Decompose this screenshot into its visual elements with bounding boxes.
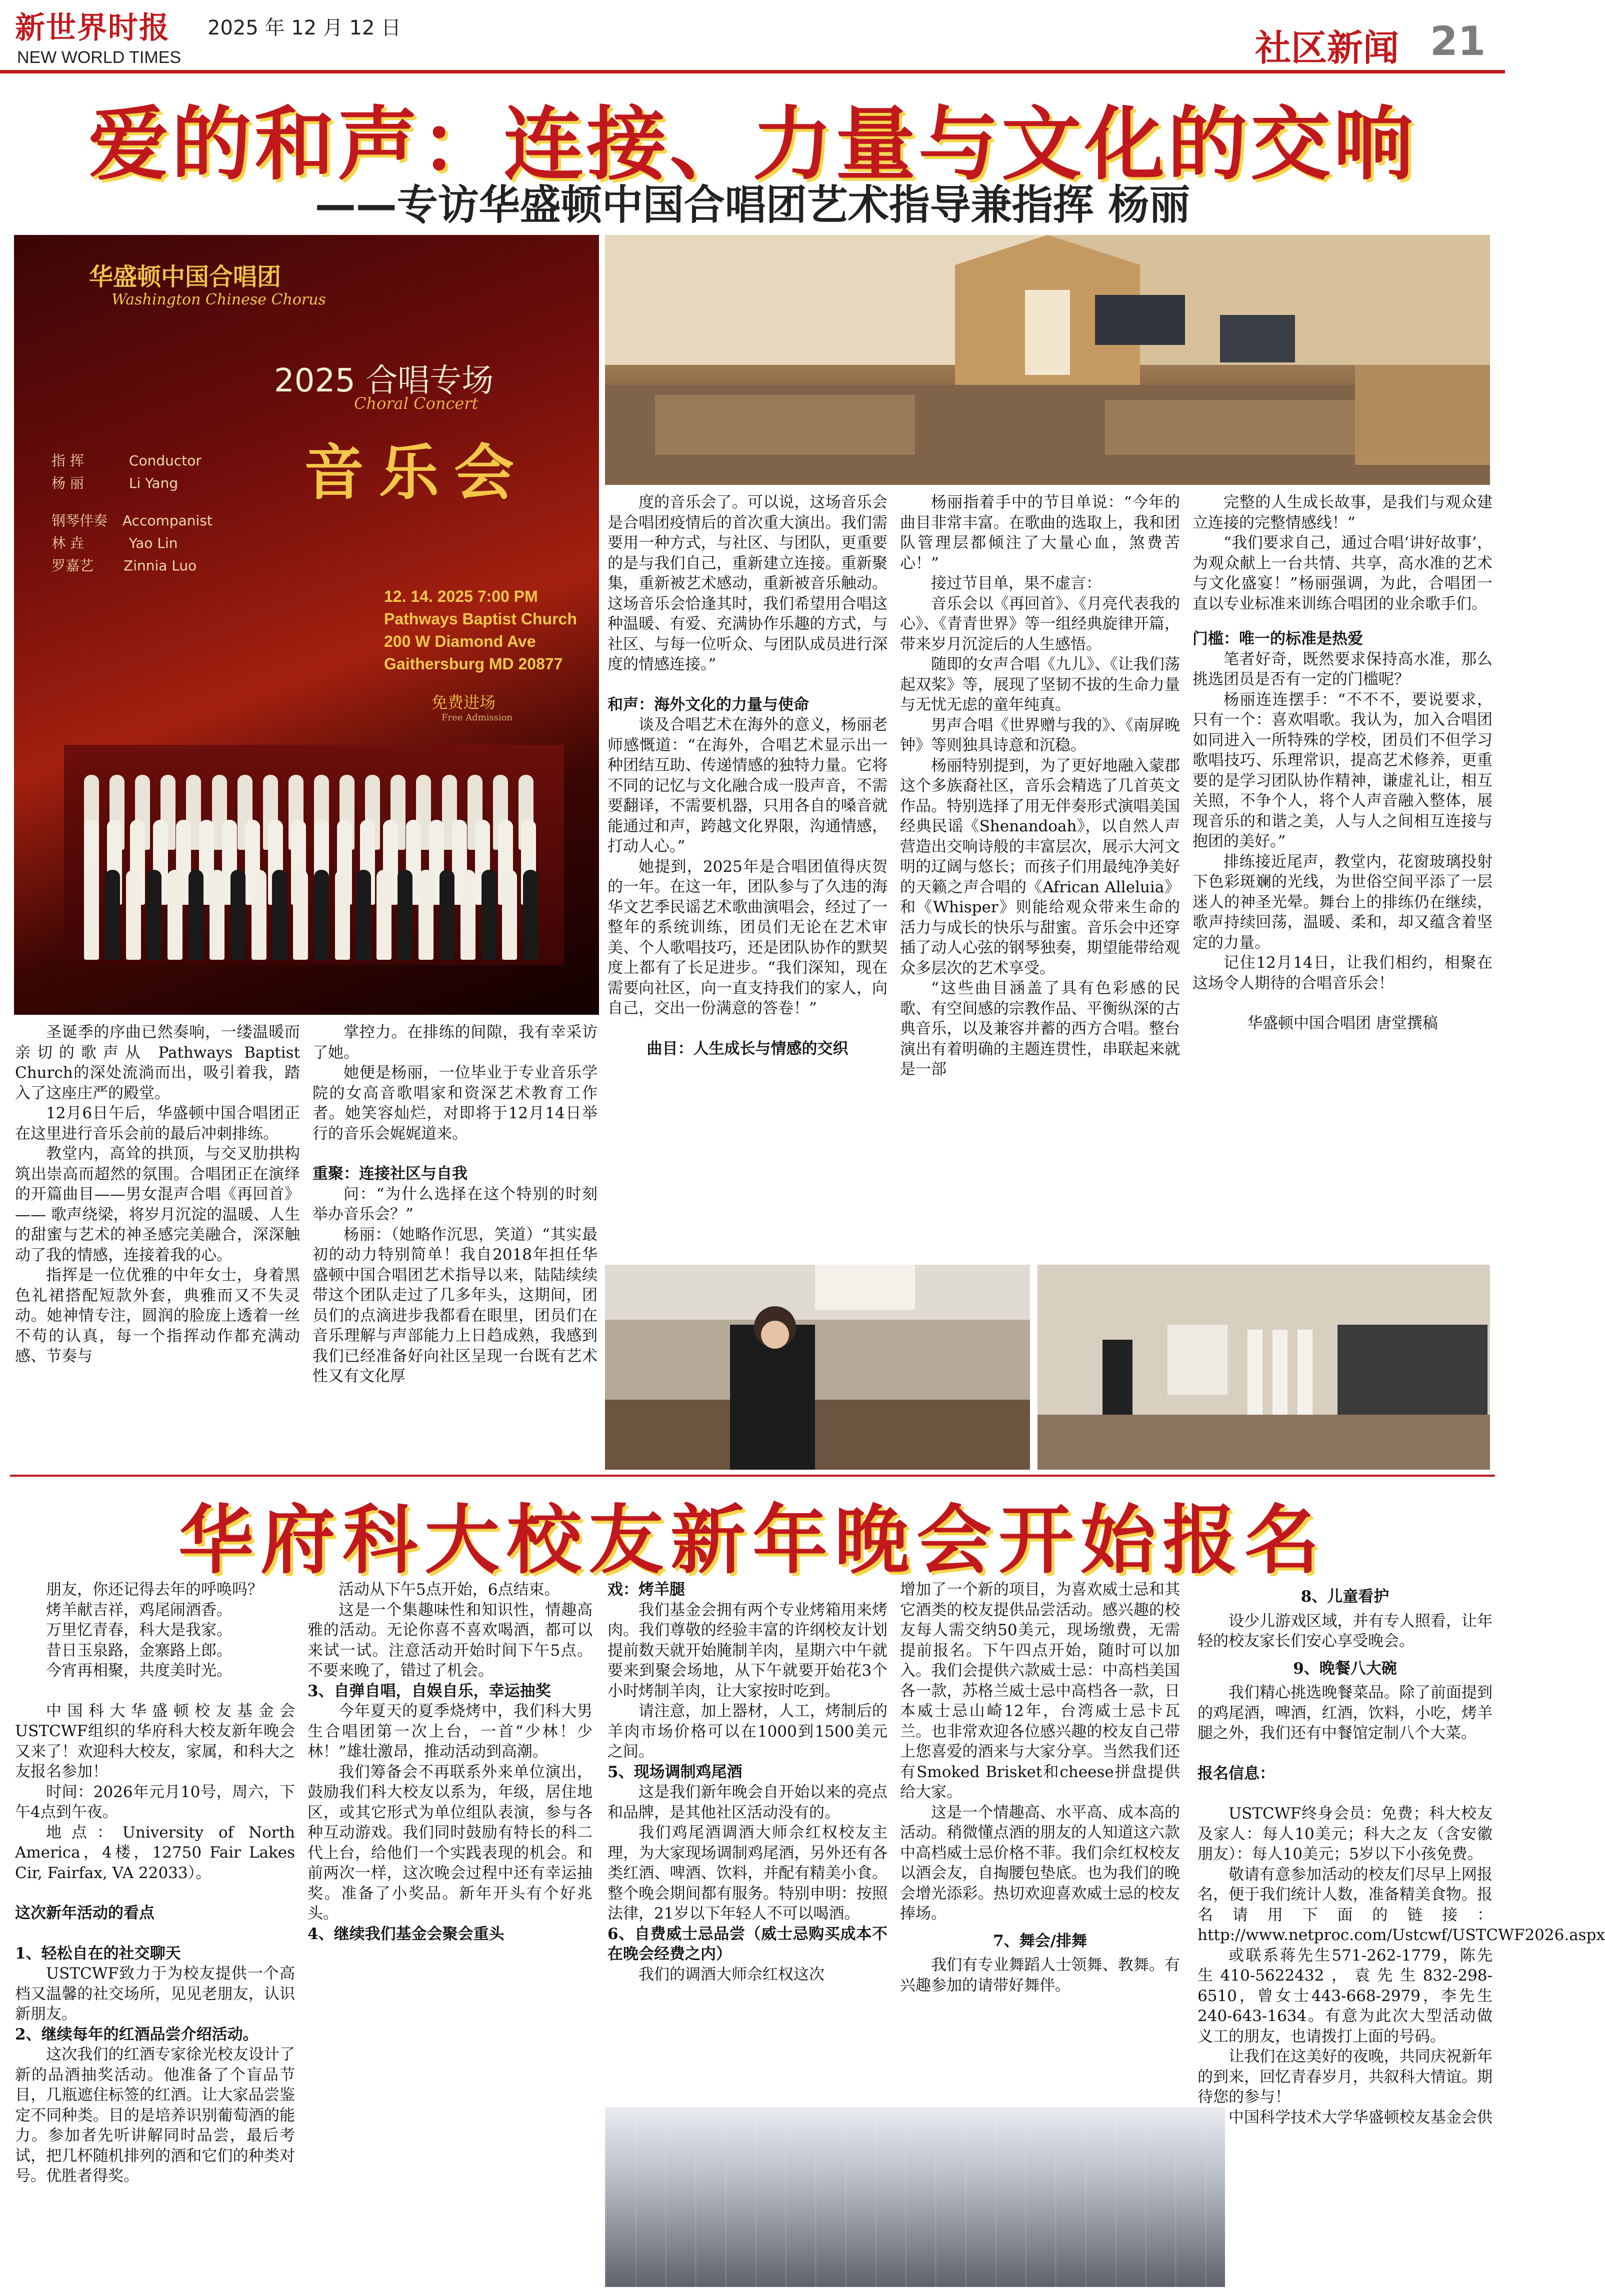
paragraph: 杨丽：（她略作沉思，笑道）“其实最初的动力特别简单！我自2018年担任华盛顿中国合唱团艺术指导以来，陆陆续续带这个团队走过了几多年头，这期间，团员们的点滴进步我都看在眼里，团员们在音乐理解与声部能力上日趋成熟，我感到我们已经准备好向社区呈现一台既有艺术性又有文化厚 — [312, 1225, 598, 1385]
masthead-brand: 新世界时报 — [15, 10, 170, 45]
paragraph: 她便是杨丽，一位毕业于专业音乐学院的女高音歌唱家和资深艺术教育工作者。她笑容灿烂，对即将于12月14日举行的音乐会娓娓道来。 — [312, 1064, 598, 1143]
article2-column-4 — [900, 1580, 1180, 1996]
paragraph: 时间：2026年元月10号，周六，下午4点到午夜。 — [15, 1783, 295, 1821]
poster-credit: 杨 丽 Li Yang — [52, 475, 178, 491]
article2-column-1 — [15, 1580, 295, 2187]
choir-rehearsal-photo — [1038, 1265, 1490, 1470]
header-rule — [0, 70, 1505, 73]
poster-credit: 罗嘉艺 Zinnia Luo — [52, 557, 197, 574]
paragraph: 我们有专业舞蹈人士领舞、教舞。有兴趣参加的请带好舞伴。 — [900, 1956, 1180, 1995]
article2-column-5 — [1198, 1580, 1605, 2148]
choir-rehearsal-illustration — [1038, 1265, 1490, 1470]
paragraph: 我们鸡尾酒调酒大师佘红权校友主理，为大家现场调制鸡尾酒，另外还有各类红酒、啤酒、饮料，并配有精美小食。整个晚会期间都有服务。特别申明：按照法律，21岁以下年轻人不可以喝酒。 — [608, 1824, 888, 1923]
paragraph: “这些曲目涵盖了具有色彩感的民歌、有空间感的宗教作品、平衡纵深的古典音乐，以及兼容并蓄的西方合唱。整台演出有着明确的主题连贯性，串联起来就是一部 — [900, 979, 1180, 1078]
choir-singer — [418, 870, 434, 960]
subheading: 5、现场调制鸡尾酒 — [608, 1763, 742, 1781]
poster-big-title: 音乐会 — [304, 438, 529, 508]
subheading: 1、轻松自在的社交聊天 — [15, 1944, 181, 1963]
paragraph: 指挥是一位优雅的中年女士，身着黑色礼裙搭配短款外套，典雅而又不失灵动。她神情专注，圆润的脸庞上透着一丝不苟的认真，每一个指挥动作都充满动感、节奏与 — [15, 1266, 300, 1365]
paragraph: 这是一个情趣高、水平高、成本高的活动。稍微懂点酒的朋友的人知道这六款中高档威士忌价格不菲。我们佘红权校友以酒会友，自掏腰包垫底。也为我们的晚会增光添彩。热切欢迎喜欢威士忌的校友捧场。 — [900, 1803, 1180, 1923]
paragraph: 地点：University of North America，4楼，12750 Fair Lakes Cir, Fairfax, VA 22033）。 — [15, 1823, 295, 1882]
paragraph: 记住12月14日，让我们相约，相聚在这场令人期待的合唱音乐会！ — [1192, 954, 1492, 992]
subheading: 7、舞会/排舞 — [993, 1932, 1087, 1950]
conductor-photo — [605, 1265, 1030, 1470]
article1-column-2 — [312, 1022, 598, 1387]
article1-subheadline: ——专访华盛顿中国合唱团艺术指导兼指挥 杨丽 — [314, 181, 1190, 229]
poster-credit: 钢琴伴奏 Accompanist — [52, 512, 212, 529]
subheading: 2、继续每年的红酒品尝介绍活动。 — [15, 2025, 258, 2044]
conductor-illustration — [605, 1265, 1030, 1470]
article1-subheading: 和声：海外文化的力量与使命 — [608, 695, 809, 714]
choir-singer — [126, 870, 141, 960]
choir-group-photo — [64, 745, 564, 965]
article1-headline: 爱的和声：连接、力量与文化的交响 — [88, 97, 1416, 191]
article2-column-2 — [308, 1580, 592, 1944]
paragraph: 我们基金会拥有两个专业烤箱用来烤肉。我们尊敬的经验丰富的许纲校友计划提前数天就开始腌制羊肉，星期六中午就要来到聚会场地，从下午就要开始花3个小时烤制羊肉，让大家按时吃到。 — [608, 1601, 888, 1700]
choir-singer — [523, 870, 538, 960]
section-separator — [10, 1475, 1495, 1477]
subheading: 戏：烤羊腿 — [608, 1581, 685, 1599]
choir-singer — [314, 870, 329, 960]
choir-singer — [168, 870, 182, 960]
church-illustration — [605, 235, 1490, 485]
subheading: 6、自费威士忌品尝（威士忌购买成本不在晚会经费之内） — [608, 1925, 888, 1963]
paragraph: 我们筹备会不再联系外来单位演出，鼓励我们科大校友以系为，年级，居住地区，或其它形式为单位组队表演，参与各种互动游戏。我们同时鼓励有特长的科二代上台，给他们一个实践表现的机会。和前两次一样，这次晚会过程中还有幸运抽奖。准备了小奖品。新年开头有个好兆头。 — [308, 1763, 592, 1923]
section-name: 社区新闻 — [1255, 27, 1400, 69]
article1-column-1 — [15, 1022, 300, 1367]
article1-signature: 华盛顿中国合唱团 唐堂撰稿 — [1247, 1014, 1438, 1032]
paragraph: 让我们在这美好的夜晚，共同庆祝新年的到来，回忆青春岁月，共叙科大情谊。期待您的参与！ — [1198, 2048, 1492, 2106]
subheading: 9、晚餐八大碗 — [1293, 1659, 1397, 1678]
paragraph: 或联系蒋先生571-262-1779，陈先生410-5622432，袁先生832-298-6510，曾女士443-668-2979，李先生240-643-1634。有意为此次大型活动做义工的朋友，也请拨打上面的号码。 — [1198, 1946, 1492, 2046]
paragraph: 随即的女声合唱《九儿》、《让我们荡起双桨》等，展现了坚韧不拔的生命力量与无忧无虑的童年纯真。 — [900, 655, 1180, 714]
poster-venue-line: 12. 14. 2025 7:00 PM — [384, 587, 538, 605]
article2-headline: 华府科大校友新年晚会开始报名 — [178, 1497, 1326, 1584]
paragraph: USTCWF终身会员：免费；科大校友及家人：每人10美元；科大之友（含安徽朋友）：每人10美元；5岁以下小孩免费。 — [1198, 1805, 1492, 1863]
choir-singer — [230, 870, 246, 960]
choir-singer — [252, 870, 266, 960]
paragraph: 杨丽连连摆手：“不不不，要说要求，只有一个：喜欢唱歌。我认为，加入合唱团如同进入一所特殊的学校，团员们不但学习歌唱技巧、乐理常识，提高艺术修养，更重要的是学习团队协作精神，谦虚礼让，相互关照，不争个人，将个人声音融入整体，展现音乐的和谐之美，人与人之间相互连接与抱团的美好。” — [1192, 690, 1492, 850]
paragraph: 接过节目单，果不虚言： — [931, 574, 1102, 592]
concert-poster-image — [14, 235, 599, 1015]
article1-column-4 — [900, 492, 1180, 1080]
paragraph: 完整的人生成长故事，是我们与观众建立连接的完整情感线！” — [1192, 493, 1492, 532]
choir-singer — [398, 870, 412, 960]
poster-org-cn: 华盛顿中国合唱团 — [89, 263, 282, 291]
paragraph: 排练接近尾声，教堂内，花窗玻璃投射下色彩斑斓的光线，为世俗空间平添了一层迷人的神圣光晕。舞台上的排练仍在继续，歌声持续回荡，温暖、柔和，却又蕴含着坚定的力量。 — [1192, 852, 1492, 952]
spacer — [1198, 1744, 1492, 1764]
church-interior-photo — [605, 235, 1490, 485]
spacer — [15, 1681, 295, 1701]
paragraph: 朋友，你还记得去年的呼唤吗？ — [46, 1581, 263, 1599]
subheading: 3、自弹自唱，自娱自乐，幸运抽奖 — [308, 1682, 551, 1700]
masthead-brand-en: NEW WORLD TIMES — [17, 48, 182, 67]
choir-singer — [84, 870, 99, 960]
subheading: 4、继续我们基金会聚会重头 — [308, 1925, 504, 1943]
poster-year-title: 2025 合唱专场 — [274, 362, 494, 399]
choir-singer — [460, 870, 476, 960]
paragraph: 中国科大华盛顿校友基金会USTCWF组织的华府科大校友新年晚会又来了！欢迎科大校友，家属，和科大之友报名参加！ — [15, 1702, 295, 1781]
paragraph: 问：“为什么选择在这个特别的时刻举办音乐会？” — [312, 1185, 598, 1223]
spacer — [15, 1883, 295, 1903]
subheading: 8、儿童看护 — [1300, 1588, 1390, 1606]
issue-date: 2025 年 12 月 12 日 — [208, 16, 402, 39]
spacer — [1198, 1784, 1492, 1804]
choir-singer — [356, 870, 371, 960]
paragraph: 中国科学技术大学华盛顿校友基金会供 — [1228, 2108, 1492, 2127]
choir-singer — [376, 870, 392, 960]
paragraph: 这是一个集趣味性和知识性，情趣高雅的活动。无论你喜不喜欢喝酒，都可以来试一试。注意活动开始时间下午5点。不要来晚了，错过了机会。 — [308, 1601, 592, 1680]
choir-singer — [440, 870, 454, 960]
paragraph: 这次我们的红酒专家徐光校友设计了新的品酒抽奖活动。他准备了个盲品节目，几瓶遮住标签的红酒。让大家品尝鉴定不同种类。目的是培养识别葡萄酒的能力。参加者先听讲解同时品尝，最后考试，把几杯随机排列的酒和它们的种类对号。优胜者得奖。 — [15, 2046, 295, 2185]
paragraph: 教堂内，高耸的拱顶，与交叉肋拱构筑出崇高而超然的氛围。合唱团正在演绎的开篇曲目——男女混声合唱《再回首》—— 歌声绕梁，将岁月沉淀的温暖、人生的甜蜜与艺术的神圣感完美融合，深深触动了我的情感，连接着我的心。 — [15, 1145, 300, 1264]
paragraph: 圣诞季的序曲已然奏响，一缕温暖而亲切的歌声从 Pathways Baptist Church的深处流淌而出，吸引着我，踏入了这座庄严的殿堂。 — [15, 1023, 300, 1102]
choir-singer — [272, 870, 287, 960]
subheading: 这次新年活动的看点 — [15, 1904, 154, 1922]
paragraph: 她提到，2025年是合唱团值得庆贺的一年。在这一年，团队参与了久违的海华文艺季民谣艺术歌曲演唱会，经过了一整年的系统训练，团员们无论在艺术审美、个人歌唱技巧，还是团队协作的默契度上都有了长足进步。“我们深知，现在需要向社区，向一直支持我们的家人，向自己，交出一份满意的答卷！” — [608, 857, 888, 1017]
paragraph: 这是我们新年晚会自开始以来的亮点和品牌，是其他社区活动没有的。 — [608, 1783, 888, 1822]
poster-venue-line: Pathways Baptist Church — [384, 610, 577, 628]
paragraph: 昔日玉泉路，金寨路上郎。 — [46, 1641, 232, 1660]
poster-venue-line: Gaithersburg MD 20877 — [384, 655, 563, 673]
choir-singer — [188, 870, 204, 960]
poster-venue-line: 200 W Diamond Ave — [384, 632, 536, 650]
paragraph: 男声合唱《世界赠与我的》、《南屏晚钟》等则独具诗意和沉稳。 — [900, 716, 1180, 754]
poster-free-admission-en: Free Admission — [442, 712, 513, 723]
poster-credit: 指 挥 Conductor — [52, 452, 202, 469]
poster-credit: 林 垚 Yao Lin — [52, 535, 178, 551]
article1-subheading: 重聚：连接社区与自我 — [312, 1165, 468, 1183]
paragraph: USTCWF致力于为校友提供一个高档又温馨的社交场所，见见老朋友，认识新朋友。 — [15, 1965, 295, 2023]
article1-subheading: 曲目：人生成长与情感的交织 — [646, 1039, 848, 1058]
paragraph: 谈及合唱艺术在海外的意义，杨丽老师感慨道：“在海外，合唱艺术显示出一种团结互助、传递情感的独特力量。它将不同的记忆与文化融合成一股声音，不需要翻译，不需要机器，只用各自的嗓音就能通过和声，跨越文化界限，沟通情感，打动人心。” — [608, 716, 888, 855]
choir-singer — [482, 870, 496, 960]
article1-subheading: 门槛：唯一的标准是热爱 — [1192, 630, 1363, 648]
paragraph: 12月6日午后，华盛顿中国合唱团正在这里进行音乐会前的最后冲刺排练。 — [15, 1104, 300, 1143]
paragraph: 敬请有意参加活动的校友们尽早上网报名，便于我们统计人数，准备精美食物。报名请用下面的链接：http://www.netproc.com/Ustcwf/USTCWF2026.aspx — [1198, 1865, 1605, 1944]
paragraph: 杨丽指着手中的节目单说：“今年的曲目非常丰富。在歌曲的选取上，我和团队管理层都倾注了大量心血，煞费苦心！” — [900, 493, 1180, 572]
paragraph: 万里忆青春，科大是我家。 — [46, 1621, 232, 1639]
page-number: 21 — [1430, 18, 1486, 64]
paragraph: “我们要求自己，通过合唱‘讲好故事’，为观众献上一台共情、共享，高水准的艺术与文化盛宴！”杨丽强调，为此，合唱团一直以专业标准来训练合唱团的业余歌手们。 — [1192, 534, 1492, 613]
paragraph: 度的音乐会了。可以说，这场音乐会是合唱团疫情后的首次重大演出。我们需要用一种方式，与社区、与团队，更重要的是与我们自己，重新建立连接。重新聚集，重新被艺术感动，重新被音乐触动。这场音乐会恰逢其时，我们希望用合唱这种温暖、有爱、充满协作乐趣的方式，与社区、与每一位听众、与团队成员进行深度的情感连接。” — [608, 493, 888, 673]
article1-column-5 — [1192, 492, 1492, 1034]
article1-column-3 — [608, 492, 888, 1059]
choir-singer — [502, 870, 517, 960]
choir-singer — [105, 870, 120, 960]
poster-free-admission: 免费进场 — [432, 693, 496, 712]
paragraph: 杨丽特别提到，为了更好地融入蒙郡这个多族裔社区，音乐会精选了几首英文作品。特别选择了用无伴奏形式演唱美国经典民谣《Shenandoah》，以自然人声营造出交响诗般的丰富层次，展示大河文明的辽阔与悠长；而孩子们用最纯净美好的天籁之声合唱的《African Alleluia》和《Whisper》则能给观众带来生命的活力与成长的快乐与甜蜜。音乐会中还穿插了动人心弦的钢琴独奏，期望能带给观众多层次的艺术享受。 — [900, 756, 1180, 977]
alumni-group-photo — [605, 2107, 1225, 2287]
paragraph: 我们的调酒大师佘红权这次 — [638, 1965, 824, 1984]
paragraph: 活动从下午5点开始，6点结束。 — [338, 1581, 560, 1599]
paragraph: 增加了一个新的项目，为喜欢威士忌和其它酒类的校友提供品尝活动。感兴趣的校友每人需交纳50美元，现场缴费，无需提前报名。下午四点开始，随时可以加入。我们会提供六款威士忌：中高档美国各一款，苏格兰威士忌中高档各一款，日本威士忌山崎12年，台湾威士忌卡瓦兰。也非常欢迎各位感兴趣的校友自己带上您喜爱的酒来与大家分享。当然我们还有Smoked Brisket和cheese拼盘提供给大家。 — [900, 1581, 1180, 1801]
spacer — [15, 1924, 295, 1944]
paragraph: 音乐会以《再回首》、《月亮代表我的心》、《青青世界》等一组经典旋律开篇，带来岁月沉淀后的人生感悟。 — [900, 594, 1180, 653]
poster-org-en: Washington Chinese Chorus — [112, 291, 326, 308]
paragraph: 请注意，加上器材，人工，烤制后的羊肉市场价格可以在1000到1500美元之间。 — [608, 1702, 888, 1761]
article2-column-3 — [608, 1580, 888, 1985]
paragraph: 今年夏天的夏季烧烤中，我们科大男生合唱团第一次上台，一首“少林！少林！”雄壮激昂，推动活动到高潮。 — [308, 1702, 592, 1761]
paragraph: 设少儿游戏区域，并有专人照看，让年轻的校友家长们安心享受晚会。 — [1198, 1612, 1492, 1650]
choir-singer — [293, 870, 308, 960]
choir-singer — [146, 870, 162, 960]
poster-event-en: Choral Concert — [354, 394, 478, 413]
paragraph: 今宵再相聚，共度美时光。 — [46, 1662, 232, 1680]
paragraph: 笔者好奇，既然要求保持高水准，那么挑选团员是否有一定的门槛呢？ — [1192, 650, 1492, 688]
choir-singer — [210, 870, 224, 960]
paragraph: 烤羊献吉祥，鸡尾闹酒香。 — [46, 1601, 232, 1619]
paragraph: 掌控力。在排练的间隙，我有幸采访了她。 — [312, 1023, 598, 1062]
paragraph: 我们精心挑选晚餐菜品。除了前面提到的鸡尾酒，啤酒，红酒，饮料，小吃，烤羊腿之外，我们还有中餐馆定制八个大菜。 — [1198, 1684, 1492, 1742]
choir-singer — [335, 870, 350, 960]
subheading: 报名信息： — [1198, 1764, 1275, 1783]
